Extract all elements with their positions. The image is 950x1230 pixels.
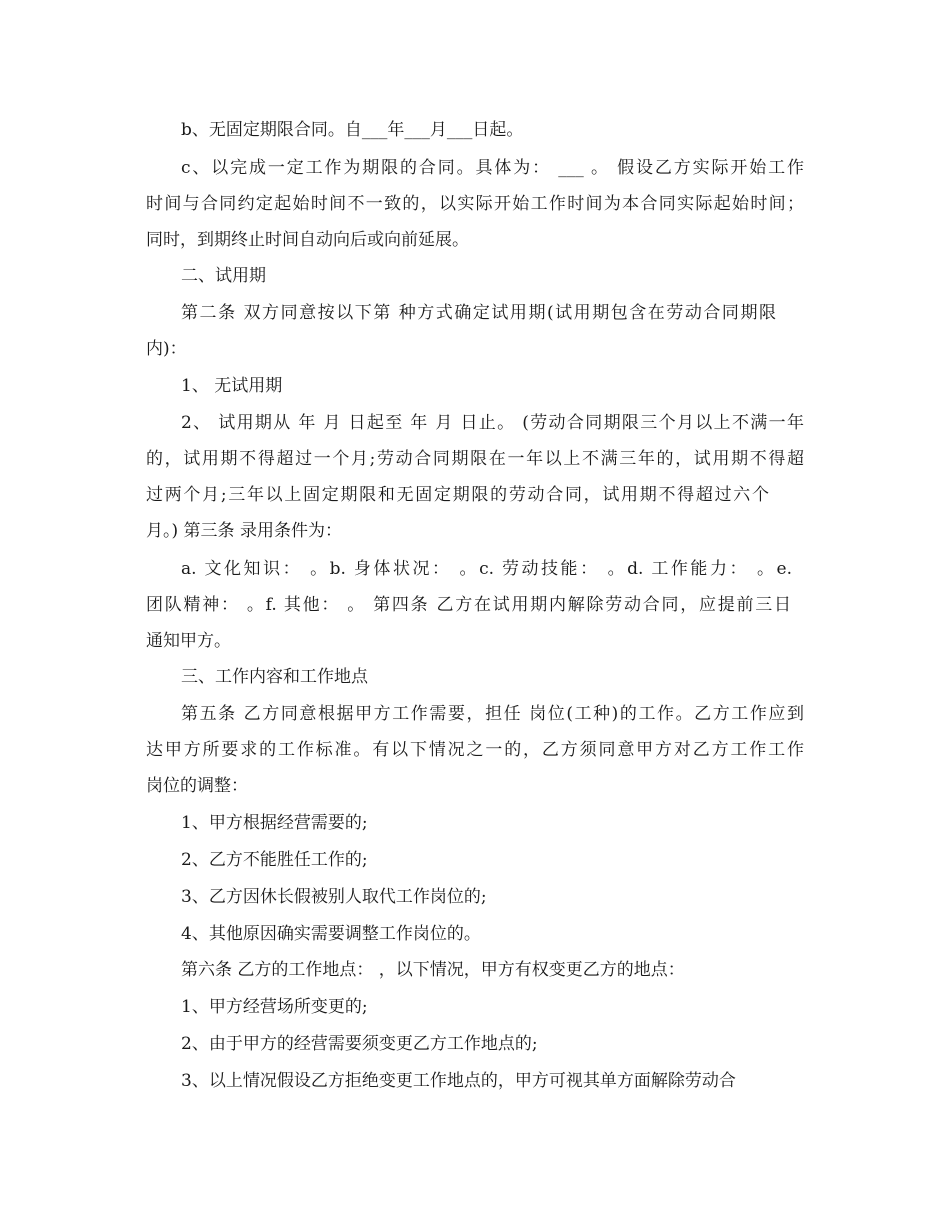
list-item: 1、 无试用期: [181, 376, 283, 396]
paragraph-line: 内)：: [146, 339, 187, 359]
paragraph-line: 第五条 乙方同意根据甲方工作需要，担任 岗位(工种)的工作。乙方工作应到: [181, 704, 804, 724]
paragraph-line: 第六条 乙方的工作地点： ，以下情况，甲方有权变更乙方的地点：: [181, 960, 685, 980]
section-heading: 三、工作内容和工作地点: [181, 667, 368, 687]
paragraph-line: b、无固定期限合同。自___年___月___日起。: [181, 120, 524, 140]
paragraph-line: 第二条 双方同意按以下第 种方式确定试用期(试用期包含在劳动合同期限: [181, 303, 776, 323]
paragraph-line: 的，试用期不得超过一个月;劳动合同期限在一年以上不满三年的，试用期不得超: [146, 449, 804, 469]
paragraph-line: 过两个月;三年以上固定期限和无固定期限的劳动合同，试用期不得超过六个: [146, 485, 769, 505]
paragraph-line: 月。) 第三条 录用条件为：: [146, 521, 342, 541]
list-item: 2、乙方不能胜任工作的;: [181, 850, 368, 870]
list-item: 3、以上情况假设乙方拒绝变更工作地点的，甲方可视其单方面解除劳动合: [181, 1071, 736, 1091]
paragraph-line: 时间与合同约定起始时间不一致的，以实际开始工作时间为本合同实际起始时间；: [146, 194, 804, 214]
list-item: 3、乙方因休长假被别人取代工作岗位的;: [181, 887, 487, 907]
paragraph-line: 团队精神： 。f. 其他： 。 第四条 乙方在试用期内解除劳动合同，应提前三日: [146, 595, 791, 615]
paragraph-line: 岗位的调整：: [146, 776, 248, 796]
list-item: 4、其他原因确实需要调整工作岗位的。: [181, 924, 481, 944]
paragraph-line: a. 文化知识： 。b. 身体状况： 。c. 劳动技能： 。d. 工作能力： 。e.: [181, 559, 792, 579]
paragraph-line: c、以完成一定工作为期限的合同。具体为： ___ 。 假设乙方实际开始工作: [181, 158, 804, 178]
list-item: 1、甲方经营场所变更的;: [181, 997, 368, 1017]
list-item: 2、由于甲方的经营需要须变更乙方工作地点的;: [181, 1034, 538, 1054]
section-heading: 二、试用期: [181, 266, 266, 286]
list-item: 1、甲方根据经营需要的;: [181, 813, 368, 833]
paragraph-line: 通知甲方。: [146, 631, 231, 651]
paragraph-line: 达甲方所要求的工作标准。有以下情况之一的，乙方须同意甲方对乙方工作工作: [146, 740, 804, 760]
list-item: 2、 试用期从 年 月 日起至 年 月 日止。 (劳动合同期限三个月以上不满一年: [181, 413, 804, 433]
paragraph-line: 同时，到期终止时间自动向后或向前延展。: [146, 230, 469, 250]
